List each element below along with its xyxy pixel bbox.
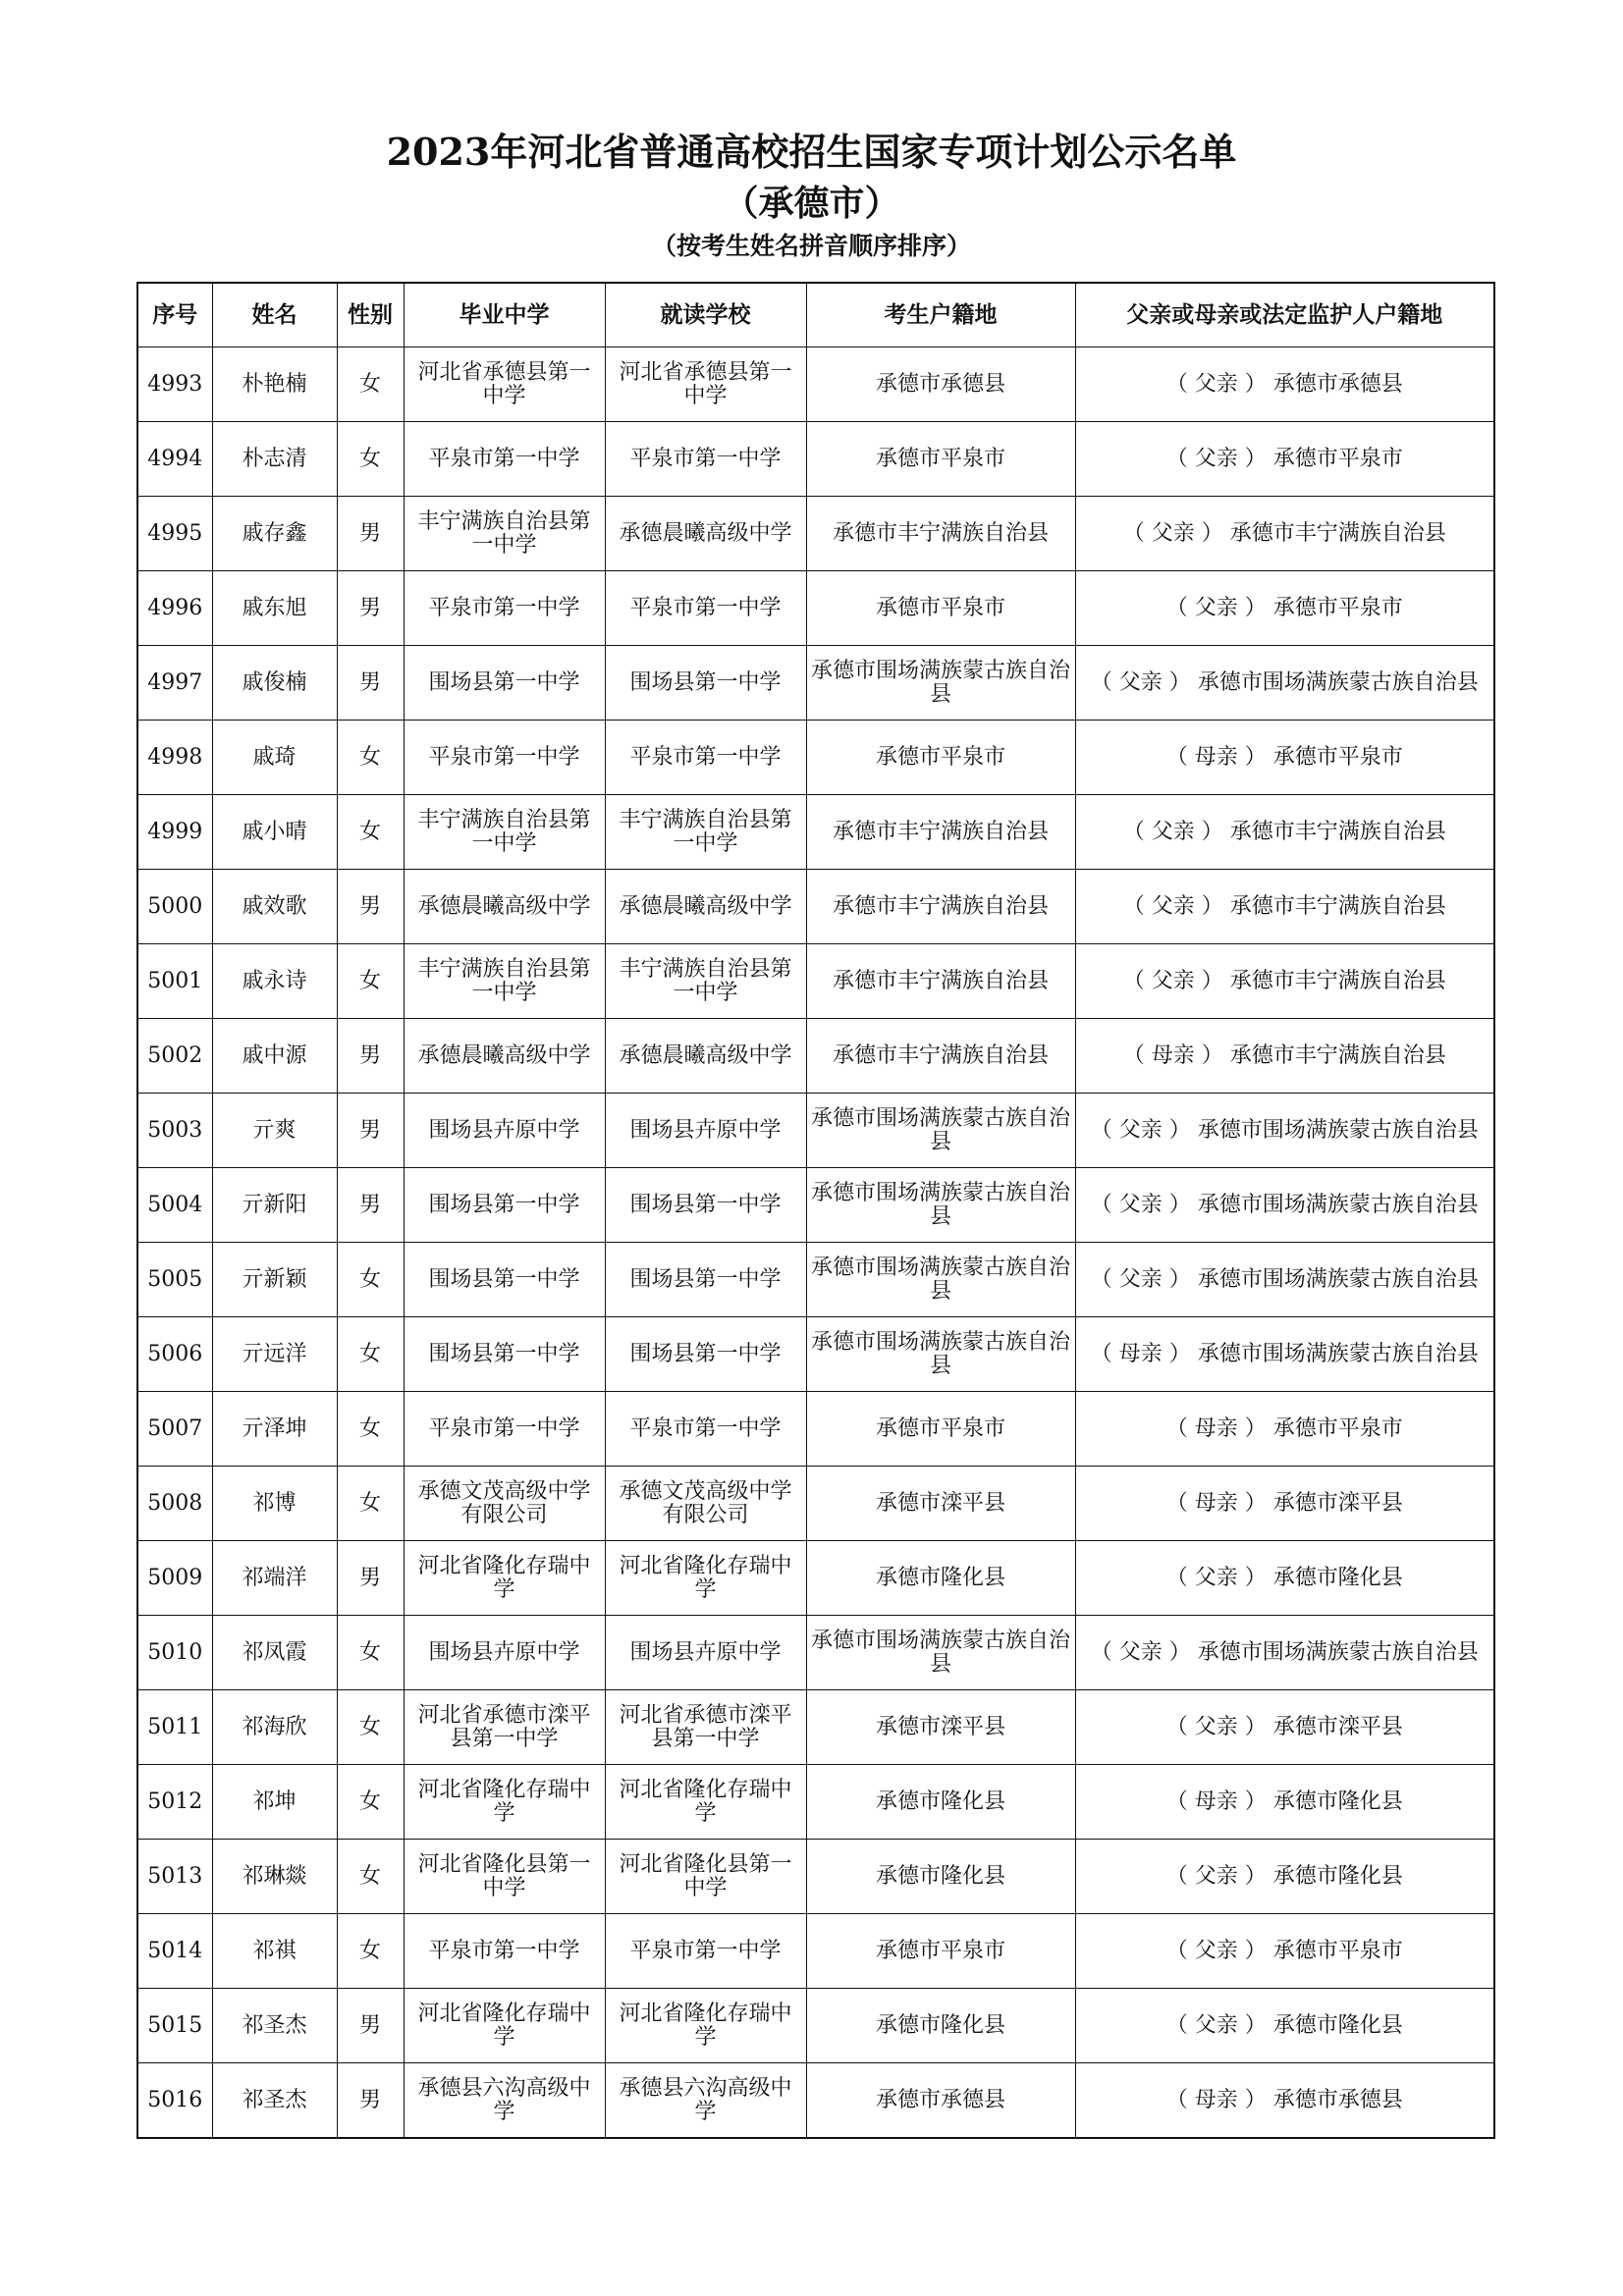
table-row (137, 721, 1494, 795)
table-row (137, 1094, 1494, 1168)
cell-grad-school: 围场县卉原中学 (404, 1616, 605, 1690)
cell-hukou: 承德市承德县 (806, 2063, 1075, 2139)
cell-gender: 男 (337, 571, 404, 646)
cell-number: 4995 (137, 497, 212, 571)
cell-current-school: 河北省隆化存瑞中学 (605, 1541, 806, 1616)
cell-name: 亓新阳 (212, 1168, 337, 1243)
cell-number: 5006 (137, 1317, 212, 1392)
cell-name: 祁祺 (212, 1914, 337, 1989)
cell-hukou: 承德市平泉市 (806, 571, 1075, 646)
table-row (137, 1467, 1494, 1541)
cell-gender: 女 (337, 1914, 404, 1989)
cell-gender: 女 (337, 1616, 404, 1690)
column-header-grad-school: 毕业中学 (404, 283, 605, 347)
cell-number: 5001 (137, 944, 212, 1019)
cell-guardian-hukou: （ 父亲 ） 承德市承德县 (1075, 347, 1494, 422)
cell-hukou: 承德市平泉市 (806, 721, 1075, 795)
sort-note: （按考生姓名拼音顺序排序） (651, 232, 971, 260)
cell-number: 4996 (137, 571, 212, 646)
cell-number: 5005 (137, 1243, 212, 1317)
cell-current-school: 平泉市第一中学 (605, 721, 806, 795)
cell-name: 戚永诗 (212, 944, 337, 1019)
page-title: 2023年河北省普通高校招生国家专项计划公示名单 (386, 130, 1237, 174)
cell-hukou: 承德市隆化县 (806, 1541, 1075, 1616)
cell-guardian-hukou: （ 母亲 ） 承德市承德县 (1075, 2063, 1494, 2139)
cell-hukou: 承德市滦平县 (806, 1467, 1075, 1541)
cell-grad-school: 围场县第一中学 (404, 646, 605, 721)
cell-guardian-hukou: （ 父亲 ） 承德市围场满族蒙古族自治县 (1075, 1243, 1494, 1317)
cell-grad-school: 丰宁满族自治县第一中学 (404, 795, 605, 870)
table-row (137, 870, 1494, 944)
cell-grad-school: 河北省承德县第一中学 (404, 347, 605, 422)
cell-number: 4994 (137, 422, 212, 497)
cell-hukou: 承德市丰宁满族自治县 (806, 497, 1075, 571)
cell-gender: 男 (337, 497, 404, 571)
cell-name: 戚小晴 (212, 795, 337, 870)
table-row (137, 497, 1494, 571)
cell-name: 戚东旭 (212, 571, 337, 646)
cell-gender: 男 (337, 1019, 404, 1094)
cell-name: 亓新颖 (212, 1243, 337, 1317)
cell-grad-school: 平泉市第一中学 (404, 1392, 605, 1467)
cell-current-school: 承德县六沟高级中学 (605, 2063, 806, 2139)
cell-number: 5008 (137, 1467, 212, 1541)
table-row (137, 571, 1494, 646)
cell-guardian-hukou: （ 母亲 ） 承德市平泉市 (1075, 1392, 1494, 1467)
cell-grad-school: 河北省隆化存瑞中学 (404, 1765, 605, 1840)
cell-current-school: 河北省隆化存瑞中学 (605, 1765, 806, 1840)
cell-gender: 女 (337, 721, 404, 795)
cell-grad-school: 平泉市第一中学 (404, 721, 605, 795)
cell-guardian-hukou: （ 父亲 ） 承德市隆化县 (1075, 1989, 1494, 2063)
cell-current-school: 承德晨曦高级中学 (605, 497, 806, 571)
column-header-guardian-hukou: 父亲或母亲或法定监护人户籍地 (1075, 283, 1494, 347)
cell-name: 朴艳楠 (212, 347, 337, 422)
cell-grad-school: 围场县第一中学 (404, 1168, 605, 1243)
cell-guardian-hukou: （ 父亲 ） 承德市围场满族蒙古族自治县 (1075, 1168, 1494, 1243)
cell-guardian-hukou: （ 父亲 ） 承德市丰宁满族自治县 (1075, 497, 1494, 571)
cell-gender: 女 (337, 944, 404, 1019)
cell-name: 祁海欣 (212, 1690, 337, 1765)
cell-grad-school: 丰宁满族自治县第一中学 (404, 944, 605, 1019)
table-row (137, 646, 1494, 721)
table-row (137, 1243, 1494, 1317)
cell-number: 5015 (137, 1989, 212, 2063)
cell-guardian-hukou: （ 父亲 ） 承德市隆化县 (1075, 1541, 1494, 1616)
table-row (137, 1019, 1494, 1094)
cell-number: 5016 (137, 2063, 212, 2139)
cell-name: 戚中源 (212, 1019, 337, 1094)
cell-current-school: 围场县第一中学 (605, 646, 806, 721)
roster-table (136, 282, 1495, 2139)
cell-current-school: 平泉市第一中学 (605, 571, 806, 646)
cell-number: 5000 (137, 870, 212, 944)
cell-hukou: 承德市隆化县 (806, 1840, 1075, 1914)
table-row (137, 347, 1494, 422)
cell-guardian-hukou: （ 父亲 ） 承德市滦平县 (1075, 1690, 1494, 1765)
cell-number: 4997 (137, 646, 212, 721)
table-row (137, 1616, 1494, 1690)
column-header-gender: 性别 (337, 283, 404, 347)
cell-gender: 女 (337, 1392, 404, 1467)
cell-hukou: 承德市丰宁满族自治县 (806, 795, 1075, 870)
cell-gender: 女 (337, 422, 404, 497)
cell-current-school: 丰宁满族自治县第一中学 (605, 944, 806, 1019)
cell-grad-school: 围场县第一中学 (404, 1243, 605, 1317)
cell-current-school: 平泉市第一中学 (605, 1914, 806, 1989)
cell-guardian-hukou: （ 父亲 ） 承德市平泉市 (1075, 571, 1494, 646)
cell-gender: 男 (337, 1541, 404, 1616)
cell-hukou: 承德市丰宁满族自治县 (806, 870, 1075, 944)
cell-gender: 女 (337, 795, 404, 870)
cell-number: 5004 (137, 1168, 212, 1243)
cell-grad-school: 围场县第一中学 (404, 1317, 605, 1392)
cell-number: 5003 (137, 1094, 212, 1168)
cell-hukou: 承德市平泉市 (806, 1392, 1075, 1467)
cell-guardian-hukou: （ 母亲 ） 承德市丰宁满族自治县 (1075, 1019, 1494, 1094)
cell-name: 亓爽 (212, 1094, 337, 1168)
cell-gender: 女 (337, 1243, 404, 1317)
cell-guardian-hukou: （ 父亲 ） 承德市丰宁满族自治县 (1075, 795, 1494, 870)
cell-guardian-hukou: （ 父亲 ） 承德市围场满族蒙古族自治县 (1075, 646, 1494, 721)
cell-current-school: 承德晨曦高级中学 (605, 1019, 806, 1094)
cell-grad-school: 承德晨曦高级中学 (404, 870, 605, 944)
table-row (137, 2063, 1494, 2139)
table-row (137, 1168, 1494, 1243)
cell-name: 朴志清 (212, 422, 337, 497)
cell-gender: 男 (337, 2063, 404, 2139)
table-row (137, 1840, 1494, 1914)
cell-grad-school: 承德县六沟高级中学 (404, 2063, 605, 2139)
cell-number: 5012 (137, 1765, 212, 1840)
cell-name: 戚效歌 (212, 870, 337, 944)
cell-current-school: 承德文茂高级中学有限公司 (605, 1467, 806, 1541)
cell-grad-school: 平泉市第一中学 (404, 571, 605, 646)
cell-grad-school: 丰宁满族自治县第一中学 (404, 497, 605, 571)
cell-guardian-hukou: （ 母亲 ） 承德市围场满族蒙古族自治县 (1075, 1317, 1494, 1392)
cell-current-school: 承德晨曦高级中学 (605, 870, 806, 944)
header-row (137, 283, 1494, 347)
cell-guardian-hukou: （ 母亲 ） 承德市隆化县 (1075, 1765, 1494, 1840)
cell-grad-school: 河北省隆化存瑞中学 (404, 1541, 605, 1616)
table-row (137, 1914, 1494, 1989)
cell-gender: 男 (337, 1094, 404, 1168)
cell-current-school: 河北省隆化县第一中学 (605, 1840, 806, 1914)
cell-current-school: 围场县卉原中学 (605, 1616, 806, 1690)
cell-grad-school: 承德晨曦高级中学 (404, 1019, 605, 1094)
cell-gender: 女 (337, 1840, 404, 1914)
cell-current-school: 平泉市第一中学 (605, 1392, 806, 1467)
cell-hukou: 承德市平泉市 (806, 1914, 1075, 1989)
table-row (137, 1989, 1494, 2063)
cell-grad-school: 河北省隆化存瑞中学 (404, 1989, 605, 2063)
cell-current-school: 围场县卉原中学 (605, 1094, 806, 1168)
cell-gender: 男 (337, 646, 404, 721)
cell-guardian-hukou: （ 母亲 ） 承德市滦平县 (1075, 1467, 1494, 1541)
cell-guardian-hukou: （ 父亲 ） 承德市围场满族蒙古族自治县 (1075, 1094, 1494, 1168)
cell-gender: 男 (337, 870, 404, 944)
table-row (137, 1392, 1494, 1467)
cell-hukou: 承德市隆化县 (806, 1989, 1075, 2063)
cell-hukou: 承德市围场满族蒙古族自治县 (806, 1317, 1075, 1392)
cell-grad-school: 围场县卉原中学 (404, 1094, 605, 1168)
cell-number: 4993 (137, 347, 212, 422)
table-row (137, 1541, 1494, 1616)
table-row (137, 1317, 1494, 1392)
cell-hukou: 承德市围场满族蒙古族自治县 (806, 646, 1075, 721)
cell-grad-school: 河北省承德市滦平县第一中学 (404, 1690, 605, 1765)
cell-hukou: 承德市围场满族蒙古族自治县 (806, 1168, 1075, 1243)
cell-name: 祁坤 (212, 1765, 337, 1840)
cell-name: 戚存鑫 (212, 497, 337, 571)
cell-hukou: 承德市围场满族蒙古族自治县 (806, 1094, 1075, 1168)
cell-grad-school: 承德文茂高级中学有限公司 (404, 1467, 605, 1541)
cell-hukou: 承德市丰宁满族自治县 (806, 944, 1075, 1019)
cell-number: 5013 (137, 1840, 212, 1914)
column-header-name: 姓名 (212, 283, 337, 347)
cell-number: 5011 (137, 1690, 212, 1765)
cell-hukou: 承德市隆化县 (806, 1765, 1075, 1840)
cell-hukou: 承德市围场满族蒙古族自治县 (806, 1243, 1075, 1317)
table-row (137, 422, 1494, 497)
table-row (137, 944, 1494, 1019)
cell-current-school: 围场县第一中学 (605, 1168, 806, 1243)
column-header-no: 序号 (137, 283, 212, 347)
cell-number: 5009 (137, 1541, 212, 1616)
cell-guardian-hukou: （ 父亲 ） 承德市丰宁满族自治县 (1075, 870, 1494, 944)
cell-name: 亓远洋 (212, 1317, 337, 1392)
cell-name: 祁凤霞 (212, 1616, 337, 1690)
cell-current-school: 河北省隆化存瑞中学 (605, 1989, 806, 2063)
cell-hukou: 承德市承德县 (806, 347, 1075, 422)
cell-name: 祁博 (212, 1467, 337, 1541)
cell-gender: 男 (337, 1989, 404, 2063)
cell-guardian-hukou: （ 父亲 ） 承德市平泉市 (1075, 1914, 1494, 1989)
cell-hukou: 承德市平泉市 (806, 422, 1075, 497)
cell-gender: 女 (337, 347, 404, 422)
cell-name: 祁圣杰 (212, 1989, 337, 2063)
cell-hukou: 承德市丰宁满族自治县 (806, 1019, 1075, 1094)
cell-gender: 女 (337, 1317, 404, 1392)
cell-current-school: 丰宁满族自治县第一中学 (605, 795, 806, 870)
cell-guardian-hukou: （ 母亲 ） 承德市平泉市 (1075, 721, 1494, 795)
table-row (137, 795, 1494, 870)
cell-name: 祁圣杰 (212, 2063, 337, 2139)
cell-gender: 女 (337, 1690, 404, 1765)
cell-number: 5014 (137, 1914, 212, 1989)
cell-grad-school: 平泉市第一中学 (404, 422, 605, 497)
cell-current-school: 围场县第一中学 (605, 1243, 806, 1317)
cell-gender: 女 (337, 1765, 404, 1840)
cell-grad-school: 河北省隆化县第一中学 (404, 1840, 605, 1914)
column-header-hukou: 考生户籍地 (806, 283, 1075, 347)
cell-grad-school: 平泉市第一中学 (404, 1914, 605, 1989)
cell-guardian-hukou: （ 父亲 ） 承德市围场满族蒙古族自治县 (1075, 1616, 1494, 1690)
cell-name: 祁琳燚 (212, 1840, 337, 1914)
cell-number: 5007 (137, 1392, 212, 1467)
cell-name: 戚俊楠 (212, 646, 337, 721)
cell-current-school: 围场县第一中学 (605, 1317, 806, 1392)
cell-guardian-hukou: （ 父亲 ） 承德市隆化县 (1075, 1840, 1494, 1914)
cell-number: 4998 (137, 721, 212, 795)
table-row (137, 1690, 1494, 1765)
column-header-current-school: 就读学校 (605, 283, 806, 347)
cell-name: 祁端洋 (212, 1541, 337, 1616)
cell-current-school: 平泉市第一中学 (605, 422, 806, 497)
cell-number: 5002 (137, 1019, 212, 1094)
cell-hukou: 承德市围场满族蒙古族自治县 (806, 1616, 1075, 1690)
cell-number: 4999 (137, 795, 212, 870)
cell-current-school: 河北省承德市滦平县第一中学 (605, 1690, 806, 1765)
table-row (137, 1765, 1494, 1840)
cell-gender: 女 (337, 1467, 404, 1541)
cell-name: 亓泽坤 (212, 1392, 337, 1467)
cell-name: 戚琦 (212, 721, 337, 795)
cell-current-school: 河北省承德县第一中学 (605, 347, 806, 422)
cell-hukou: 承德市滦平县 (806, 1690, 1075, 1765)
page-subtitle: （承德市） (723, 183, 900, 224)
cell-gender: 男 (337, 1168, 404, 1243)
cell-guardian-hukou: （ 父亲 ） 承德市平泉市 (1075, 422, 1494, 497)
cell-number: 5010 (137, 1616, 212, 1690)
cell-guardian-hukou: （ 父亲 ） 承德市丰宁满族自治县 (1075, 944, 1494, 1019)
